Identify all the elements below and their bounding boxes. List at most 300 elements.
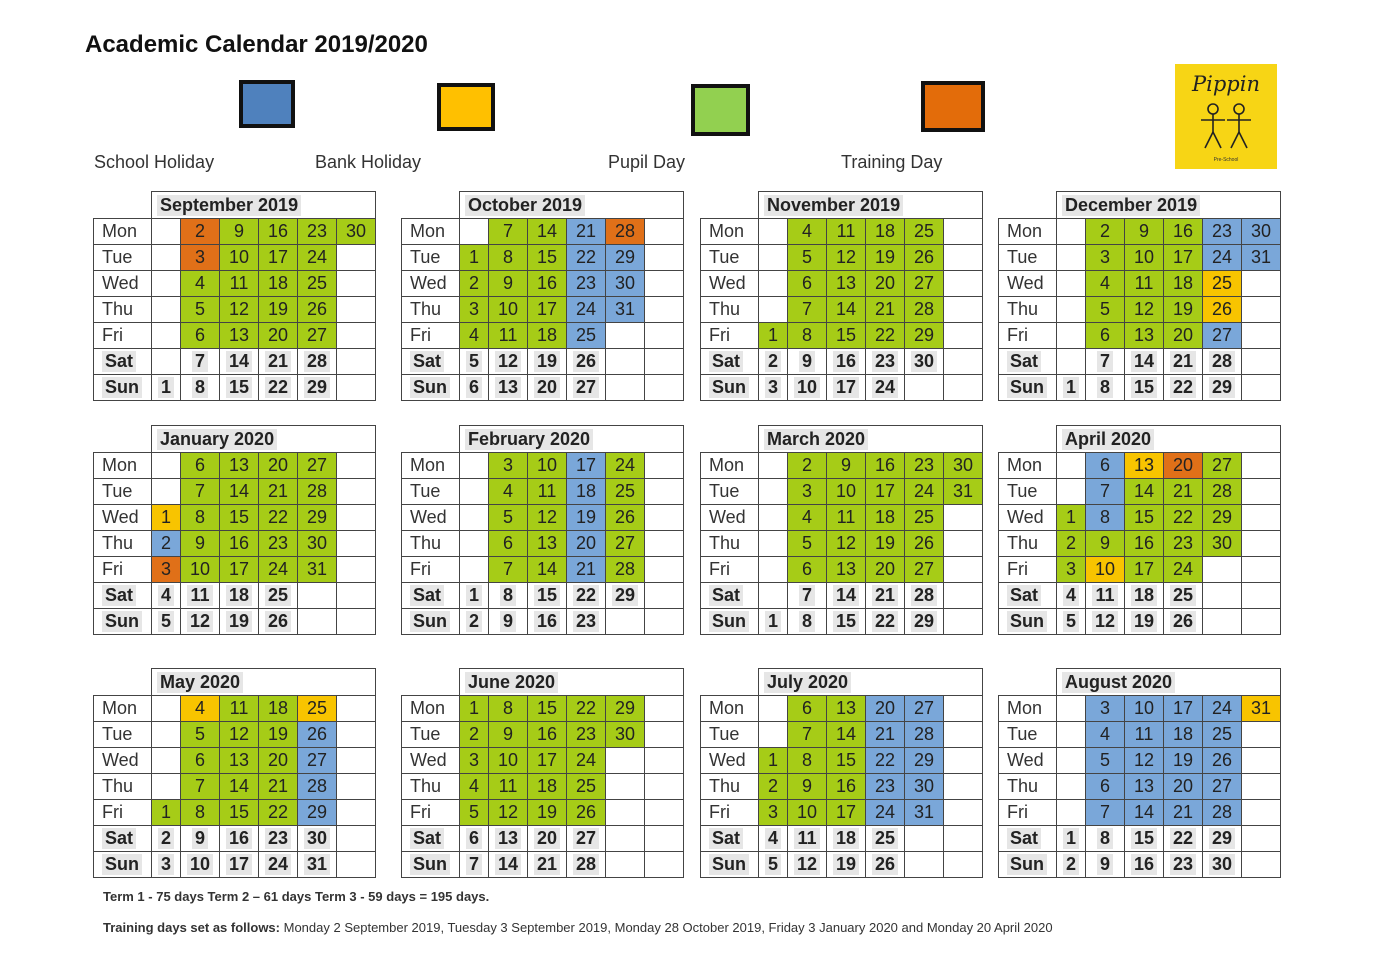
day-cell (943, 556, 982, 582)
day-cell (258, 530, 297, 556)
children-figures-icon (1197, 102, 1255, 152)
day-cell (219, 374, 258, 400)
day-name (998, 452, 1056, 478)
day-number: 21 (267, 481, 289, 501)
day-number: 1 (1063, 828, 1079, 849)
day-number: 19 (536, 802, 558, 822)
day-cell (1202, 530, 1241, 556)
day-cell (527, 452, 566, 478)
day-number: 25 (1211, 724, 1233, 744)
day-cell (488, 773, 527, 799)
day-name-label: Wed (709, 273, 746, 293)
day-cell (566, 556, 605, 582)
day-number: 1 (1065, 507, 1076, 527)
day-cell (826, 504, 865, 530)
day-name-label: Mon (709, 221, 745, 241)
day-cell (644, 322, 683, 348)
month-name: April 2020 (1062, 429, 1154, 450)
day-name-label: Fri (410, 325, 431, 345)
day-number: 8 (194, 507, 205, 527)
day-number: 25 (1211, 273, 1233, 293)
day-number: 17 (228, 559, 250, 579)
day-cell (297, 452, 336, 478)
day-cell (826, 374, 865, 400)
day-name-label: Fri (102, 325, 123, 345)
day-number: 27 (1211, 776, 1233, 796)
logo-subtitle: Pre-School (1213, 157, 1239, 163)
day-number: 11 (229, 698, 249, 718)
day-cell (219, 244, 258, 270)
day-cell (527, 322, 566, 348)
day-cell (758, 799, 787, 825)
day-cell (336, 374, 375, 400)
bank-holiday-swatch (437, 83, 495, 131)
day-number: 29 (614, 247, 636, 267)
day-cell (297, 773, 336, 799)
day-number: 31 (952, 481, 974, 501)
day-cell (787, 218, 826, 244)
day-cell (180, 296, 219, 322)
day-cell (1202, 582, 1241, 608)
day-number: 30 (345, 221, 367, 241)
day-number: 26 (306, 724, 328, 744)
day-number: 5 (468, 802, 479, 822)
day-name-label: Mon (410, 221, 446, 241)
day-cell (297, 608, 336, 634)
day-name-label: Thu (102, 533, 134, 553)
day-number: 1 (765, 611, 781, 632)
day-name (93, 244, 151, 270)
day-name-label: Sat (709, 828, 743, 849)
training-days-text: Monday 2 September 2019, Tuesday 3 September 2019, Monday 28 October 2019, Friday 3 January 2020 and Monday 20 April 2020 (283, 920, 1053, 935)
day-cell (826, 747, 865, 773)
day-name (93, 348, 151, 374)
day-number: 5 (1099, 750, 1110, 770)
day-number: 1 (466, 585, 482, 606)
day-cell (566, 348, 605, 374)
day-cell (459, 374, 488, 400)
day-number: 27 (306, 750, 328, 770)
day-name (401, 452, 459, 478)
day-number: 14 (495, 854, 521, 875)
day-number: 23 (575, 273, 597, 293)
day-cell (1163, 556, 1202, 582)
day-cell (297, 244, 336, 270)
day-number: 8 (500, 585, 516, 606)
day-number: 8 (194, 802, 205, 822)
day-cell (943, 851, 982, 877)
day-cell (826, 244, 865, 270)
corner-blank (93, 668, 151, 695)
day-cell (904, 374, 943, 400)
day-number: 28 (614, 221, 636, 241)
day-number: 9 (192, 828, 208, 849)
day-name-label: Sat (102, 585, 136, 606)
day-number: 15 (228, 802, 250, 822)
day-cell (865, 851, 904, 877)
day-name (401, 747, 459, 773)
day-cell (1085, 530, 1124, 556)
day-cell (180, 218, 219, 244)
day-number: 18 (874, 221, 896, 241)
day-cell (865, 556, 904, 582)
corner-blank (998, 668, 1056, 695)
day-cell (488, 530, 527, 556)
day-cell (1124, 348, 1163, 374)
day-name (401, 851, 459, 877)
day-cell (605, 296, 644, 322)
day-cell (1124, 695, 1163, 721)
day-cell (787, 747, 826, 773)
day-cell (1202, 825, 1241, 851)
day-cell (1163, 270, 1202, 296)
day-number: 24 (614, 455, 636, 475)
day-number: 28 (1211, 481, 1233, 501)
day-number: 15 (1131, 828, 1157, 849)
day-number: 19 (575, 507, 597, 527)
day-cell (605, 608, 644, 634)
day-name (700, 851, 758, 877)
day-number: 18 (874, 507, 896, 527)
day-number: 7 (194, 776, 205, 796)
day-cell (258, 582, 297, 608)
day-number: 29 (306, 507, 328, 527)
day-cell (566, 747, 605, 773)
day-cell (758, 530, 787, 556)
day-number: 24 (575, 299, 597, 319)
day-number: 20 (267, 750, 289, 770)
day-number: 3 (158, 854, 174, 875)
day-cell (1124, 374, 1163, 400)
month-name: November 2019 (764, 195, 903, 216)
day-number: 31 (913, 802, 935, 822)
day-cell (297, 721, 336, 747)
day-cell (1124, 218, 1163, 244)
day-cell (865, 478, 904, 504)
day-number: 7 (1097, 351, 1113, 372)
day-cell (787, 270, 826, 296)
day-cell (605, 556, 644, 582)
day-name-label: Sat (709, 351, 743, 372)
day-name-label: Thu (102, 299, 134, 319)
day-name (998, 556, 1056, 582)
day-number: 24 (1211, 698, 1233, 718)
day-cell (1163, 296, 1202, 322)
day-cell (865, 374, 904, 400)
day-cell (566, 478, 605, 504)
day-cell (258, 851, 297, 877)
day-number: 10 (794, 377, 820, 398)
day-cell (865, 296, 904, 322)
day-cell (758, 747, 787, 773)
day-cell (787, 322, 826, 348)
day-name (93, 582, 151, 608)
day-number: 16 (267, 221, 289, 241)
day-name (401, 218, 459, 244)
day-number: 11 (794, 828, 819, 849)
day-cell (605, 530, 644, 556)
day-number: 12 (1133, 299, 1155, 319)
day-cell (758, 504, 787, 530)
day-cell (258, 504, 297, 530)
day-number: 25 (614, 481, 636, 501)
day-cell (258, 478, 297, 504)
day-cell (566, 825, 605, 851)
day-cell (488, 825, 527, 851)
day-name (93, 504, 151, 530)
day-name (700, 218, 758, 244)
day-cell (527, 296, 566, 322)
day-name (93, 296, 151, 322)
day-cell (1124, 270, 1163, 296)
day-cell (219, 608, 258, 634)
month-header (758, 191, 982, 218)
day-name (700, 296, 758, 322)
corner-blank (401, 191, 459, 218)
day-cell (644, 825, 683, 851)
day-cell (904, 530, 943, 556)
day-cell (527, 582, 566, 608)
day-number: 2 (466, 611, 482, 632)
day-cell (1241, 556, 1280, 582)
day-cell (605, 348, 644, 374)
day-number: 22 (1172, 507, 1194, 527)
day-number: 28 (573, 854, 599, 875)
month-header (758, 425, 982, 452)
day-number: 17 (226, 854, 252, 875)
day-cell (1202, 773, 1241, 799)
day-cell (1085, 322, 1124, 348)
day-cell (297, 825, 336, 851)
day-name-label: Sat (410, 828, 444, 849)
day-cell (865, 695, 904, 721)
day-cell (1202, 747, 1241, 773)
legend-school-holiday: School Holiday (94, 152, 215, 172)
day-cell (904, 348, 943, 374)
day-cell (943, 799, 982, 825)
day-cell (865, 773, 904, 799)
day-cell (787, 504, 826, 530)
day-number: 16 (1131, 854, 1157, 875)
day-cell (904, 244, 943, 270)
day-number: 26 (265, 611, 291, 632)
day-cell (826, 721, 865, 747)
day-cell (1241, 218, 1280, 244)
day-cell (943, 747, 982, 773)
day-cell (459, 322, 488, 348)
day-cell (297, 218, 336, 244)
day-number: 26 (573, 351, 599, 372)
day-name-label: Sun (709, 854, 749, 875)
day-number: 26 (614, 507, 636, 527)
day-number: 11 (836, 221, 856, 241)
day-cell (865, 322, 904, 348)
day-number: 17 (835, 802, 857, 822)
day-name-label: Fri (1007, 559, 1028, 579)
day-cell (180, 348, 219, 374)
day-cell (943, 374, 982, 400)
day-cell (758, 348, 787, 374)
day-number: 14 (228, 481, 250, 501)
day-number: 17 (536, 750, 558, 770)
day-number: 30 (911, 351, 937, 372)
day-number: 21 (575, 221, 597, 241)
day-number: 22 (573, 585, 599, 606)
day-cell (943, 244, 982, 270)
day-number: 1 (160, 802, 171, 822)
day-cell (566, 582, 605, 608)
day-name-label: Mon (410, 698, 446, 718)
day-cell (943, 608, 982, 634)
day-cell (459, 747, 488, 773)
day-number: 3 (1099, 247, 1110, 267)
day-number: 5 (502, 507, 513, 527)
day-cell (488, 270, 527, 296)
day-cell (180, 556, 219, 582)
day-cell (219, 348, 258, 374)
day-cell (336, 322, 375, 348)
day-number: 4 (1063, 585, 1079, 606)
day-cell (904, 825, 943, 851)
day-number: 17 (575, 455, 597, 475)
day-cell (459, 851, 488, 877)
day-number: 28 (1209, 351, 1235, 372)
day-cell (904, 721, 943, 747)
day-cell (644, 374, 683, 400)
day-name (700, 747, 758, 773)
day-name (401, 270, 459, 296)
day-cell (865, 799, 904, 825)
day-cell (336, 773, 375, 799)
day-cell (336, 348, 375, 374)
day-cell (1202, 608, 1241, 634)
day-number: 9 (502, 724, 513, 744)
day-number: 12 (228, 724, 250, 744)
day-number: 19 (1131, 611, 1157, 632)
day-cell (1085, 608, 1124, 634)
day-cell (787, 721, 826, 747)
day-cell (758, 556, 787, 582)
day-cell (758, 721, 787, 747)
day-cell (943, 721, 982, 747)
day-number: 11 (1092, 585, 1117, 606)
day-cell (258, 799, 297, 825)
day-cell (1124, 504, 1163, 530)
day-cell (488, 695, 527, 721)
day-number: 31 (306, 559, 328, 579)
day-number: 9 (1099, 533, 1110, 553)
day-name (401, 799, 459, 825)
month-calendar (998, 191, 1281, 401)
day-name (700, 530, 758, 556)
day-number: 19 (874, 247, 896, 267)
day-cell (1056, 851, 1085, 877)
day-cell (1241, 530, 1280, 556)
day-number: 5 (801, 533, 812, 553)
day-cell (1241, 348, 1280, 374)
day-number: 21 (874, 724, 896, 744)
day-number: 10 (1094, 559, 1116, 579)
day-number: 26 (1170, 611, 1196, 632)
day-cell (1085, 747, 1124, 773)
day-number: 26 (913, 533, 935, 553)
day-cell (1163, 504, 1202, 530)
day-cell (488, 296, 527, 322)
day-cell (151, 747, 180, 773)
day-number: 30 (304, 828, 330, 849)
day-number: 15 (1131, 377, 1157, 398)
day-cell (180, 504, 219, 530)
day-cell (1163, 374, 1202, 400)
day-cell (151, 825, 180, 851)
day-cell (1241, 799, 1280, 825)
day-number: 6 (466, 377, 482, 398)
day-cell (219, 530, 258, 556)
day-number: 23 (1211, 221, 1233, 241)
day-number: 27 (306, 455, 328, 475)
day-number: 3 (765, 377, 781, 398)
day-cell (566, 721, 605, 747)
day-name (998, 322, 1056, 348)
day-number: 2 (194, 221, 205, 241)
day-name-label: Mon (410, 455, 446, 475)
day-number: 22 (267, 507, 289, 527)
day-number: 29 (614, 698, 636, 718)
day-number: 15 (835, 325, 857, 345)
day-number: 24 (267, 559, 289, 579)
day-number: 28 (304, 351, 330, 372)
day-cell (1056, 348, 1085, 374)
day-number: 7 (502, 559, 513, 579)
day-number: 6 (502, 533, 513, 553)
day-cell (1202, 374, 1241, 400)
day-name (93, 270, 151, 296)
day-number: 1 (767, 325, 778, 345)
day-cell (1056, 825, 1085, 851)
day-number: 18 (267, 698, 289, 718)
day-name-label: Wed (410, 750, 447, 770)
day-cell (644, 478, 683, 504)
day-cell (943, 582, 982, 608)
day-name-label: Fri (709, 559, 730, 579)
day-number: 8 (799, 611, 815, 632)
day-cell (1124, 296, 1163, 322)
corner-blank (700, 191, 758, 218)
day-cell (826, 695, 865, 721)
day-cell (1202, 695, 1241, 721)
day-cell (787, 478, 826, 504)
day-cell (1124, 799, 1163, 825)
day-number: 6 (801, 698, 812, 718)
day-cell (826, 452, 865, 478)
day-cell (644, 773, 683, 799)
day-cell (904, 851, 943, 877)
day-name (998, 270, 1056, 296)
day-cell (336, 721, 375, 747)
day-cell (219, 799, 258, 825)
day-name (700, 478, 758, 504)
day-number: 5 (194, 299, 205, 319)
day-number: 6 (1099, 455, 1110, 475)
day-number: 30 (614, 273, 636, 293)
day-number: 22 (1170, 828, 1196, 849)
day-number: 21 (534, 854, 560, 875)
day-number: 2 (468, 273, 479, 293)
day-cell (459, 452, 488, 478)
day-name (998, 608, 1056, 634)
month-name: June 2020 (465, 672, 558, 693)
day-cell (1056, 582, 1085, 608)
